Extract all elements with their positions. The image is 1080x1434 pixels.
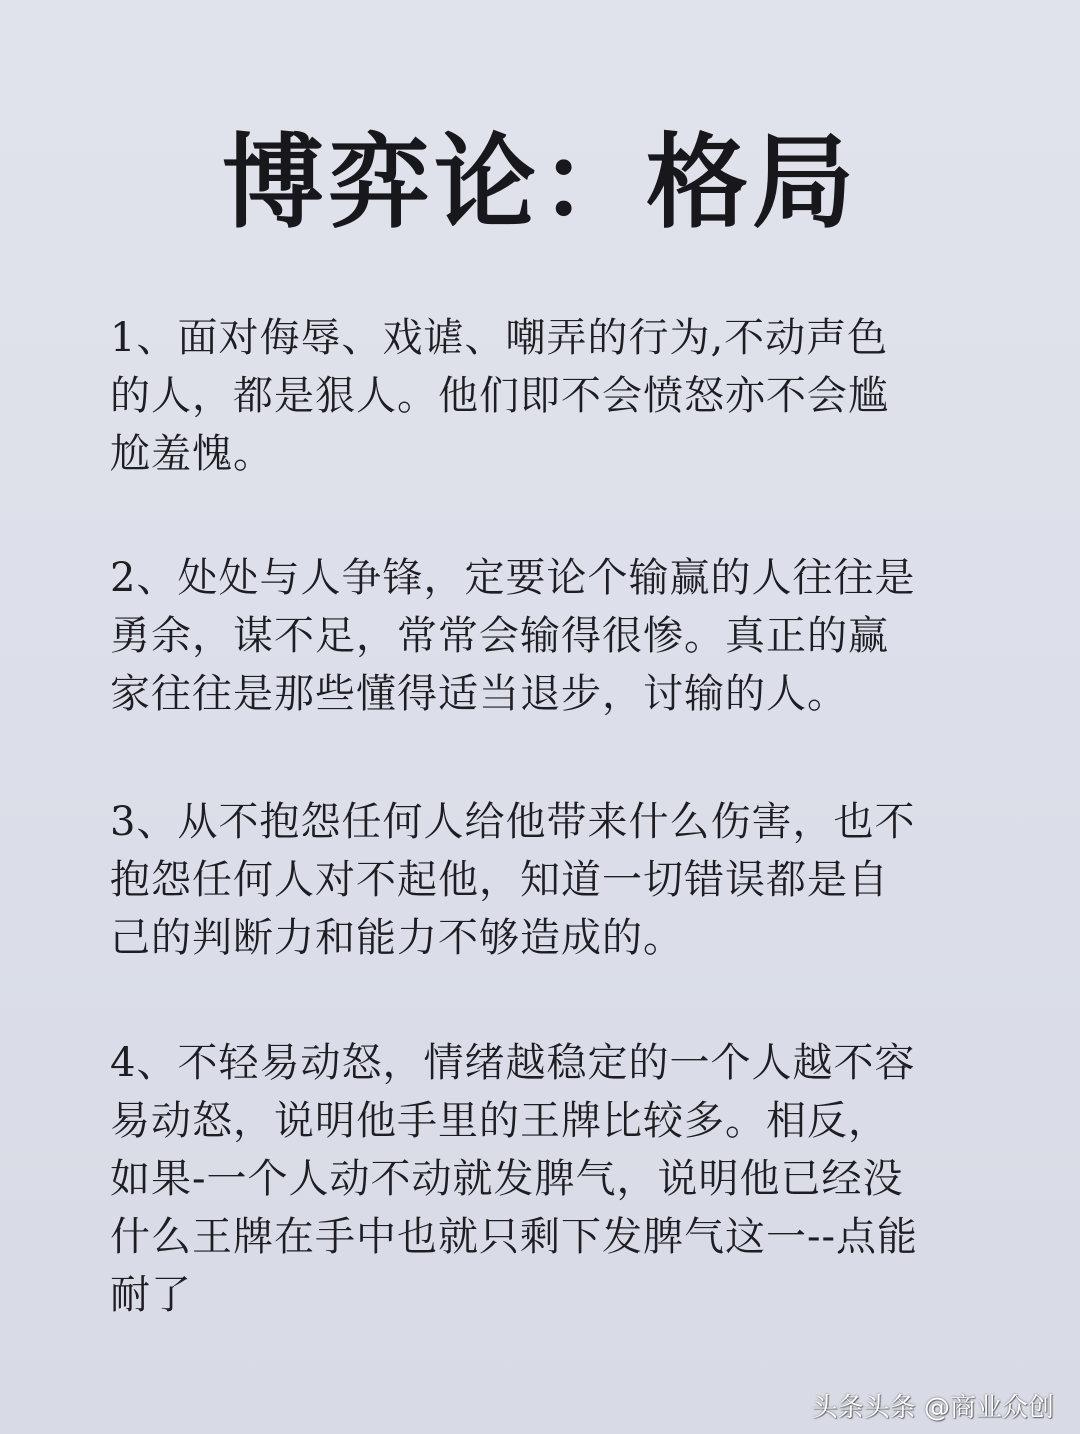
page-title: 博弈论：格局 bbox=[222, 123, 858, 243]
paragraph-3: 3、从不抱怨任何人给他带来什么伤害，也不 抱怨任何人对不起他，知道一切错误都是自 己的判断力和能力不够造成的。 bbox=[110, 799, 916, 961]
paragraph-2: 2、处处与人争锋，定要论个输赢的人往往是 勇余，谋不足，常常会输得很惨。真正的赢 家往往是那些懂得适当退步，讨输的人。 bbox=[110, 555, 916, 717]
paragraph-4: 4、不轻易动怒，情绪越稳定的一个人越不容 易动怒，说明他手里的王牌比较多。相反， 如果-一个人动不动就发脾气，说明他已经没 什么王牌在手中也就只剩下发脾气这一--点能 耐了 bbox=[110, 1040, 919, 1318]
paragraph-1: 1、面对侮辱、戏谑、嘲弄的行为,不动声色 的人，都是狠人。他们即不会愤怒亦不会尴 尬羞愧。 bbox=[110, 315, 889, 477]
source-watermark: 头条头条 @商业众创 bbox=[811, 1393, 1054, 1423]
